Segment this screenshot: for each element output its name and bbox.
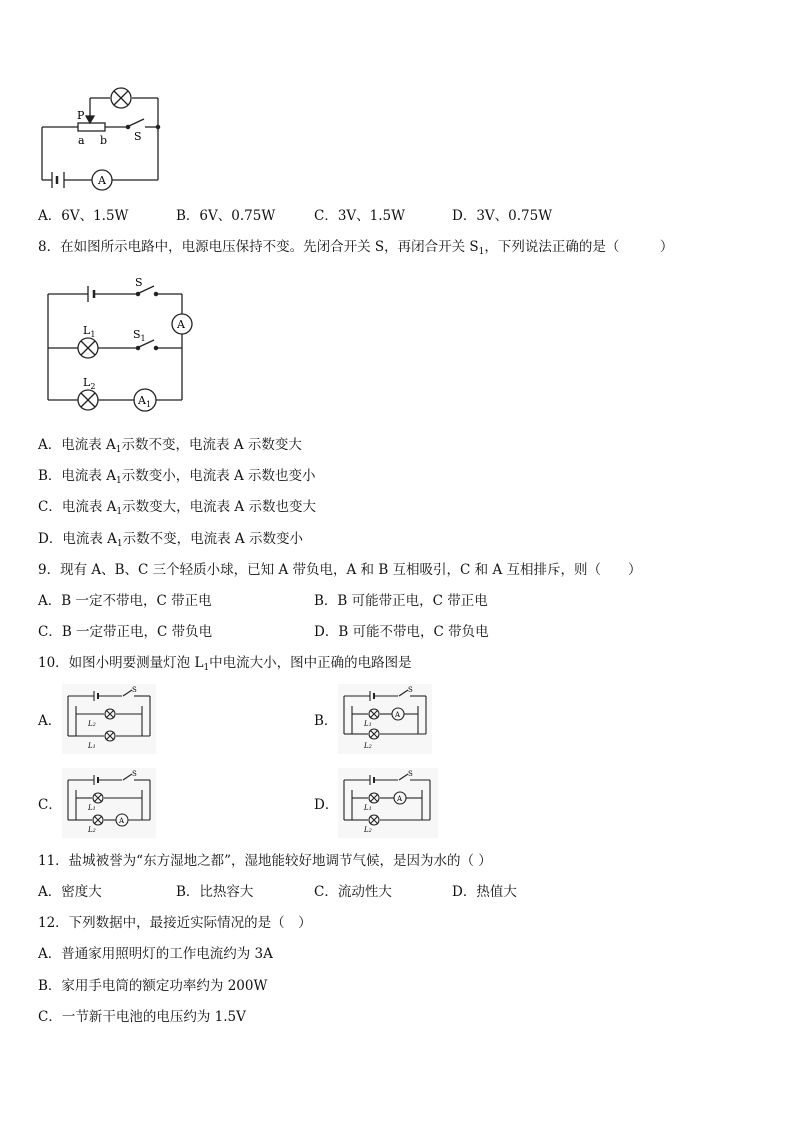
q10-stem: 10．如图小明要测量灯泡 $L_1$中电流大小，图中正确的电路图是 <box>38 655 412 673</box>
q8-ammeter-a1-label: $A_1$ <box>138 394 152 409</box>
q10-option-b-label: B． <box>314 713 338 729</box>
q7-label-b: b <box>100 134 108 147</box>
q9-option-a: A．B 一定不带电，C 带正电 <box>38 593 212 609</box>
q10-circuit-b <box>338 684 432 754</box>
q11-option-c: C．流动性大 <box>314 884 392 900</box>
q7-circuit-diagram <box>38 86 168 190</box>
q10-option-c-label: C． <box>38 797 62 813</box>
q8-option-c: C．电流表 $A_1$示数变大，电流表 A 示数也变大 <box>38 499 316 517</box>
q10d-switch-label: S <box>408 770 413 778</box>
q10b-ammeter-label: A <box>395 711 401 719</box>
q10d-ammeter-label: A <box>397 795 403 803</box>
q8-switch-s-label: S <box>135 276 143 289</box>
q11-stem: 11．盐城被誉为“东方湿地之都”，湿地能较好地调节气候，是因为水的（ ） <box>38 853 492 869</box>
q10a-l1-label: L1 <box>88 742 96 750</box>
q10b-l2-label: L2 <box>364 742 372 750</box>
q8-option-d: D．电流表 $A_1$示数不变，电流表 A 示数变小 <box>38 531 303 549</box>
q10c-switch-label: S <box>132 770 137 778</box>
q8-lamp-l1-label: $L_1$ <box>83 324 96 339</box>
q8-switch-s1-label: $S_1$ <box>133 328 146 343</box>
q7-ammeter-label: A <box>98 174 106 187</box>
q9-stem: 9．现有 A、B、C 三个轻质小球，已知 A 带负电，A 和 B 互相吸引，C 和 A 互相排斥，则（ ） <box>38 562 642 578</box>
q10c-ammeter-label: A <box>119 817 125 825</box>
q9-option-d: D．B 可能不带电，C 带负电 <box>314 624 489 640</box>
q7-option-d: D．3V、0.75W <box>452 208 553 224</box>
q10c-l1-label: L1 <box>88 804 96 812</box>
q10c-l2-label: L2 <box>88 826 96 834</box>
q10-option-a-label: A． <box>38 713 62 729</box>
q11-option-d: D．热值大 <box>452 884 517 900</box>
q12-option-b: B．家用手电筒的额定功率约为 200W <box>38 978 268 994</box>
q9-option-c: C．B 一定带正电，C 带负电 <box>38 624 213 640</box>
q8-stem: 8．在如图所示电路中，电源电压保持不变。先闭合开关 S，再闭合开关 $S_1$，下列说法正确的是（ ） <box>38 239 674 257</box>
q11-option-b: B．比热容大 <box>176 884 254 900</box>
q7-option-b: B．6V、0.75W <box>176 208 276 224</box>
q8-option-b: B．电流表 $A_1$示数变小，电流表 A 示数也变小 <box>38 468 316 486</box>
q10-circuit-d <box>338 768 438 838</box>
q8-ammeter-a-label: A <box>177 318 185 331</box>
q9-option-b: B．B 可能带正电，C 带正电 <box>314 593 488 609</box>
q8-lamp-l2-label: $L_2$ <box>83 376 96 391</box>
q7-label-a: a <box>78 134 85 147</box>
q10b-switch-label: S <box>408 686 413 694</box>
q10-option-d-label: D． <box>314 797 339 813</box>
q7-option-a: A．6V、1.5W <box>38 208 129 224</box>
q12-option-a: A．普通家用照明灯的工作电流约为 3A <box>38 946 273 962</box>
q10-circuit-a <box>62 684 156 754</box>
q10-circuit-c <box>62 768 156 838</box>
q10b-l1-label: L1 <box>364 720 372 728</box>
q12-option-c: C．一节新干电池的电压约为 1.5V <box>38 1009 246 1025</box>
q8-circuit-diagram <box>40 276 200 412</box>
q12-stem: 12．下列数据中，最接近实际情况的是（ ） <box>38 915 312 931</box>
q11-option-a: A．密度大 <box>38 884 102 900</box>
q10d-l2-label: L2 <box>364 826 372 834</box>
q10d-l1-label: L1 <box>364 804 372 812</box>
q7-label-s: S <box>134 130 142 143</box>
q10a-switch-label: S <box>132 686 137 694</box>
q10a-l2-label: L2 <box>88 720 96 728</box>
q7-option-c: C．3V、1.5W <box>314 208 406 224</box>
q8-option-a: A．电流表 $A_1$示数不变，电流表 A 示数变大 <box>38 437 302 455</box>
q7-label-p: P <box>77 109 85 122</box>
